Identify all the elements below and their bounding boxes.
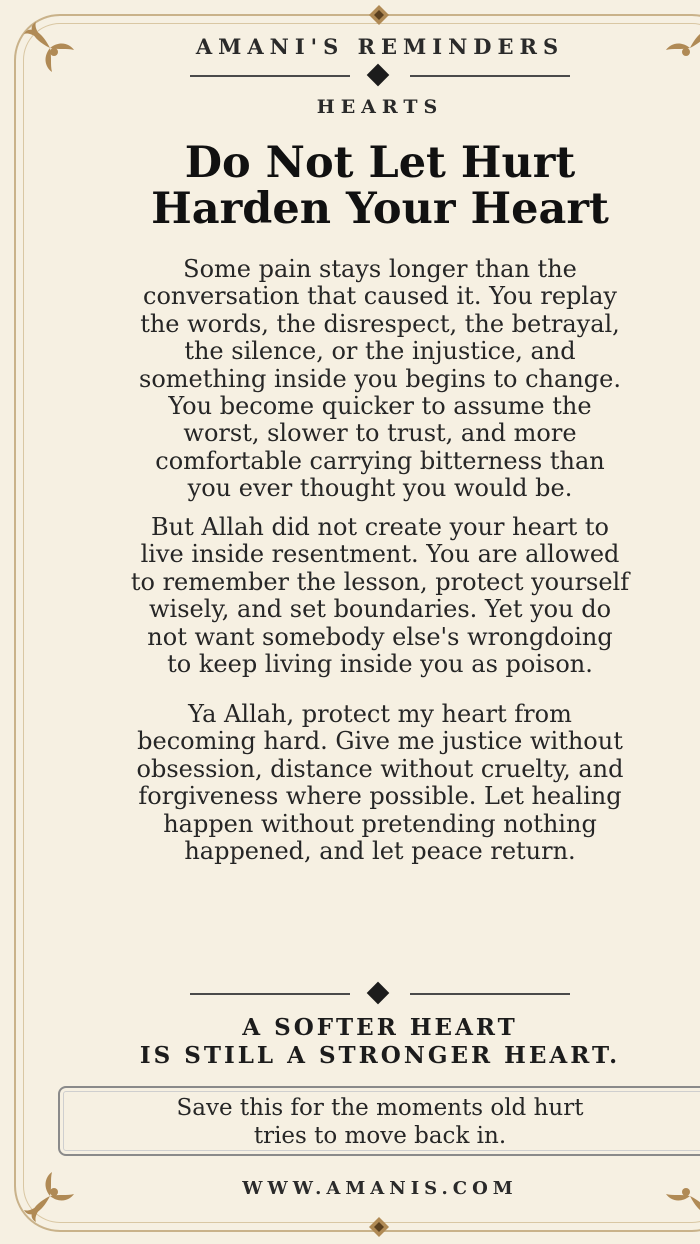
diamond-icon (368, 4, 390, 26)
title-line: Harden Your Heart (151, 184, 609, 234)
save-note-line: tries to move back in. (253, 1123, 507, 1149)
text-line: to keep living inside you as poison. (167, 650, 593, 679)
category-label: HEARTS (316, 96, 444, 118)
text-line: happened, and let peace return. (184, 837, 576, 866)
text-line: you ever thought you would be. (187, 474, 573, 503)
footer-divider (190, 984, 570, 1004)
text-line: But Allah did not create your heart to (151, 513, 609, 541)
title-line: Do Not Let Hurt (184, 138, 576, 188)
text-line: obsession, distance without cruelty, and (136, 754, 624, 783)
text-line: something inside you begins to change. (139, 364, 621, 393)
text-line: forgiveness where possible. Let healing (138, 782, 622, 811)
paragraph-2 (40, 514, 700, 678)
save-note (0, 1094, 700, 1150)
tagline-line: IS STILL A STRONGER HEART. (139, 1042, 621, 1069)
text-line: happen without pretending nothing (163, 809, 597, 838)
website-link[interactable]: WWW.AMANIS.COM (242, 1178, 518, 1199)
paragraph-3 (40, 701, 700, 865)
diamond-icon (367, 64, 390, 87)
text-line: becoming hard. Give me justice without (137, 727, 623, 756)
text-line: Ya Allah, protect my heart from (188, 700, 572, 728)
paragraph-1 (40, 256, 700, 503)
tagline (0, 1014, 700, 1070)
tagline-line: A SOFTER HEART (242, 1014, 518, 1041)
diamond-icon (368, 1216, 390, 1238)
text-line: You become quicker to assume the (168, 392, 592, 421)
header-divider (190, 66, 570, 86)
brand-name: AMANI'S REMINDERS (195, 34, 565, 59)
text-line: wisely, and set boundaries. Yet you do (148, 595, 612, 624)
text-line: the silence, or the injustice, and (184, 337, 576, 366)
text-line: live inside resentment. You are allowed (140, 540, 620, 569)
text-line: Some pain stays longer than the (183, 255, 577, 283)
text-line: not want somebody else's wrongdoing (147, 622, 613, 651)
text-line: to remember the lesson, protect yourself (130, 567, 630, 596)
text-line: comfortable carrying bitterness than (155, 446, 605, 475)
text-line: the words, the disrespect, the betrayal, (140, 309, 620, 338)
text-line: conversation that caused it. You replay (143, 282, 617, 311)
page-title (0, 140, 700, 232)
save-note-line: Save this for the moments old hurt (176, 1095, 584, 1121)
diamond-icon (367, 982, 390, 1005)
text-line: worst, slower to trust, and more (183, 419, 577, 448)
